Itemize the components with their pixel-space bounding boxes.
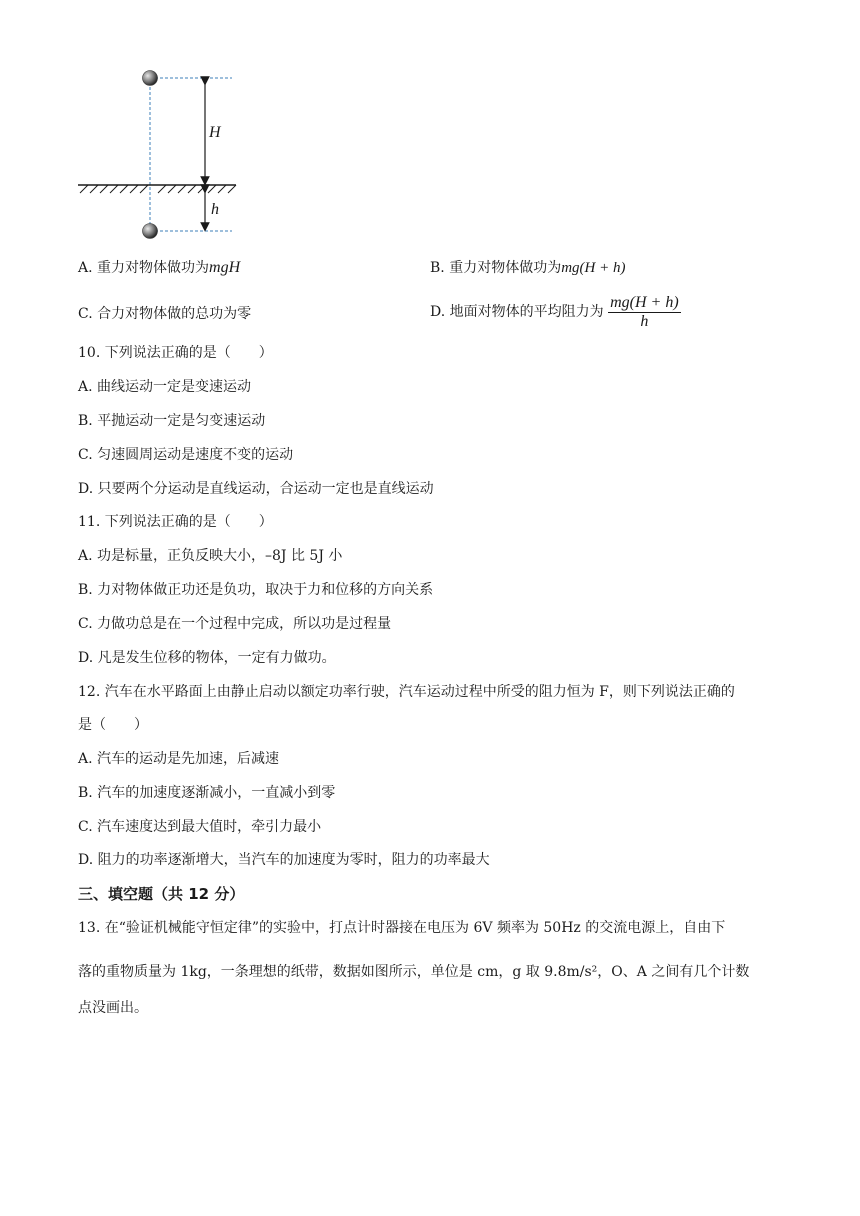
q10-option-d: D. 只要两个分运动是直线运动，合运动一定也是直线运动 xyxy=(78,481,434,497)
q9-option-d-fraction: $\frac{mg(H + h)}{h}$ xyxy=(610,293,679,330)
q9-option-a: A. 重力对物体做功为mgH xyxy=(78,259,241,276)
q13-line2: 落的重物质量为 1kg，一条理想的纸带，数据如图所示，单位是 cm，g 取 9.8m/s²，O、A 之间有几个计数 xyxy=(78,964,750,980)
falling-ball-diagram xyxy=(70,65,250,245)
height-H-label: H xyxy=(209,124,221,141)
q13-line3: 点没画出。 xyxy=(78,1000,148,1016)
q11-option-d: D. 凡是发生位移的物体，一定有力做功。 xyxy=(78,650,336,666)
q11-stem: 11. 下列说法正确的是（ ） xyxy=(78,514,273,530)
q13-line1: 13. 在“验证机械能守恒定律”的实验中，打点计时器接在电压为 6V 频率为 50Hz 的交流电源上，自由下 xyxy=(78,920,726,936)
q9-option-d: D. 地面对物体的平均阻力为 $\frac{mg(H + h)}{h}$ xyxy=(430,293,679,330)
q11-option-b: B. 力对物体做正功还是负功，取决于力和位移的方向关系 xyxy=(78,582,434,598)
q11-option-c: C. 力做功总是在一个过程中完成，所以功是过程量 xyxy=(78,616,392,632)
q10-stem: 10. 下列说法正确的是（ ） xyxy=(78,345,273,361)
q9-option-c: C. 合力对物体做的总功为零 xyxy=(78,306,252,322)
depth-h-label: h xyxy=(211,201,219,218)
q12-option-c: C. 汽车速度达到最大值时，牵引力最小 xyxy=(78,819,322,835)
section-3-title: 三、填空题（共 12 分） xyxy=(78,885,245,903)
q12-option-d: D. 阻力的功率逐渐增大，当汽车的加速度为零时，阻力的功率最大 xyxy=(78,852,490,868)
q10-option-a: A. 曲线运动一定是变速运动 xyxy=(78,379,252,395)
q9-option-b: B. 重力对物体做功为mg(H + h) xyxy=(430,260,626,276)
q10-option-b: B. 平抛运动一定是匀变速运动 xyxy=(78,413,266,429)
q9-option-a-expr: mgH xyxy=(209,259,241,276)
q12-option-b: B. 汽车的加速度逐渐减小，一直减小到零 xyxy=(78,785,336,801)
q12-stem-line2: 是（ ） xyxy=(78,717,148,733)
q12-stem-line1: 12. 汽车在水平路面上由静止启动以额定功率行驶，汽车运动过程中所受的阻力恒为 F，则下列说法正确的 xyxy=(78,684,735,700)
q10-option-c: C. 匀速圆周运动是速度不变的运动 xyxy=(78,447,294,463)
q11-option-a: A. 功是标量，正负反映大小，–8J 比 5J 小 xyxy=(78,548,343,564)
q9-option-b-expr: mg(H + h) xyxy=(561,260,626,276)
q12-option-a: A. 汽车的运动是先加速，后减速 xyxy=(78,751,280,767)
